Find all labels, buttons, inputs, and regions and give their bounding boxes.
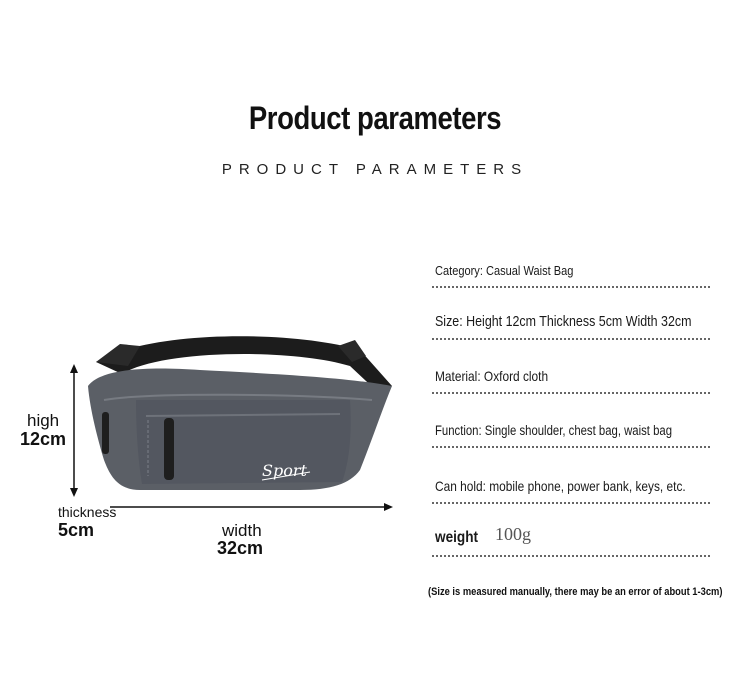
- spec-row-function: [432, 394, 710, 448]
- thickness-value: 5cm: [58, 520, 95, 540]
- measurement-note: (Size is measured manually, there may be an error of about 1-3cm): [428, 586, 723, 598]
- width-value: 32cm: [217, 538, 264, 558]
- spec-row-capacity: [432, 448, 710, 504]
- spec-size-text: Size: Height 12cm Thickness 5cm Width 32cm: [435, 313, 692, 330]
- width-arrow: [110, 503, 393, 511]
- spec-material-text: Material: Oxford cloth: [435, 368, 549, 384]
- height-label: high: [27, 411, 60, 430]
- width-label: width: [222, 521, 262, 540]
- page-subtitle: PRODUCT PARAMETERS: [221, 161, 529, 178]
- spec-row-material: [432, 340, 710, 394]
- spec-row-size: [432, 288, 710, 340]
- spec-row-category: [432, 250, 710, 288]
- spec-row-weight: [432, 504, 710, 557]
- spec-function-text: Function: Single shoulder, chest bag, waist bag: [435, 423, 673, 438]
- page-title: Product parameters: [248, 100, 502, 136]
- spec-category-text: Category: Casual Waist Bag: [435, 263, 574, 278]
- spec-capacity-text: Can hold: mobile phone, power bank, keys, etc.: [435, 478, 686, 494]
- spec-weight-value: 100g: [495, 524, 531, 544]
- height-value: 12cm: [20, 429, 67, 449]
- bag-body: [88, 369, 392, 490]
- height-arrow: [70, 364, 78, 497]
- bag-logo: Sport: [262, 461, 307, 480]
- thickness-label: thickness: [58, 504, 117, 520]
- product-image-area: [0, 300, 420, 570]
- spec-weight-label: weight: [435, 529, 479, 546]
